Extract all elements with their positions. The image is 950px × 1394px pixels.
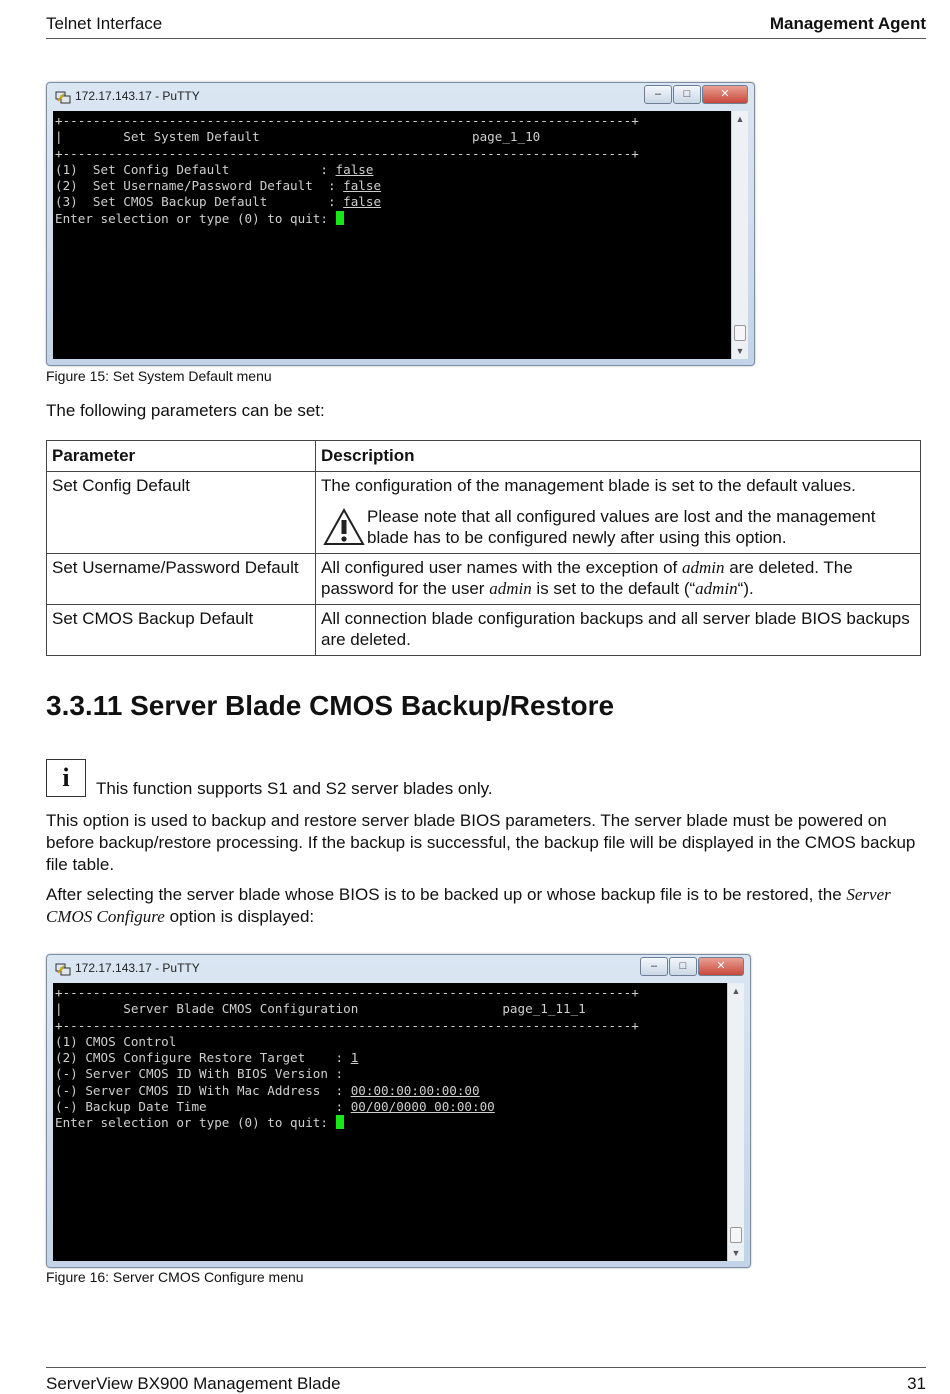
paragraph-text: After selecting the server blade whose BIOS is to be backed up or whose backup file is to be restored, the (46, 885, 847, 904)
terminal-line: +---------------------------------------------------------------------------+ (55, 145, 639, 161)
warning-text: Please note that all configured values are lost and the management blade has to be configured newly after using this option. (367, 507, 876, 547)
terminal-menu-title: | Server Blade CMOS Configuration page_1_11_1 (55, 1001, 586, 1017)
description-cell (316, 554, 921, 605)
menu-item-value: false (343, 194, 382, 210)
intro-paragraph: The following parameters can be set: (46, 401, 325, 420)
scroll-down-icon[interactable]: ▼ (731, 1248, 741, 1258)
menu-item-label: (-) Backup Date Time : (55, 1099, 351, 1115)
param-cell: Set Username/Password Default (47, 554, 316, 605)
vertical-scrollbar[interactable] (727, 983, 744, 1261)
terminal-menu-title: | Set System Default page_1_10 (55, 129, 541, 145)
footer-divider (46, 1367, 926, 1368)
putty-window-set-system-default[interactable] (46, 82, 755, 366)
table-row (47, 554, 921, 605)
terminal-line: +---------------------------------------------------------------------------+ (55, 1017, 639, 1033)
warning-triangle-icon (321, 506, 367, 548)
figure-16-caption: Figure 16: Server CMOS Configure menu (46, 1269, 304, 1285)
terminal-menu-item (55, 162, 732, 178)
terminal-menu-item (55, 194, 732, 210)
column-header-description: Description (316, 441, 921, 472)
scroll-up-icon[interactable]: ▲ (735, 114, 745, 124)
warning-note (321, 506, 915, 548)
header-left-title: Telnet Interface (46, 14, 163, 33)
info-note: This function supports S1 and S2 server blades only. (96, 779, 493, 798)
terminal-line: +---------------------------------------------------------------------------+ (55, 985, 639, 1000)
table-row (47, 605, 921, 656)
putty-icon (55, 961, 71, 977)
description-cell: All connection blade configuration backups and all server blade BIOS backups are deleted. (316, 605, 921, 656)
menu-item-value: false (343, 178, 382, 194)
menu-item-value: 1 (350, 1050, 359, 1066)
param-cell: Set CMOS Backup Default (47, 605, 316, 656)
description-text: is set to the default (“ (531, 579, 696, 598)
footer-product-name: ServerView BX900 Management Blade (46, 1374, 341, 1393)
maximize-button[interactable]: □ (673, 85, 701, 104)
parameters-table (46, 440, 921, 656)
terminal-menu-item (55, 1050, 728, 1066)
menu-item-label: (2) Set Username/Password Default : (55, 178, 344, 194)
column-header-parameter: Parameter (47, 441, 316, 472)
info-icon: i (46, 759, 86, 797)
window-titlebar[interactable] (47, 83, 754, 111)
figure-15-caption: Figure 15: Set System Default menu (46, 368, 272, 384)
terminal-prompt (55, 1115, 728, 1131)
description-text: are deleted. The password for the user (321, 558, 853, 598)
terminal-menu-item (55, 1099, 728, 1115)
close-button[interactable]: ✕ (702, 85, 748, 104)
description-text: “). (737, 579, 754, 598)
menu-item-label: (2) CMOS Configure Restore Target : (55, 1050, 351, 1066)
window-title: 172.17.143.17 - PuTTY (75, 89, 200, 103)
section-heading: 3.3.11 Server Blade CMOS Backup/Restore (46, 690, 615, 721)
menu-item-label: (-) Server CMOS ID With BIOS Version : (55, 1066, 351, 1082)
close-button[interactable]: ✕ (698, 957, 744, 976)
cursor-block (336, 211, 344, 225)
prompt-text: Enter selection or type (0) to quit: (55, 1115, 336, 1131)
description-cell (316, 472, 921, 554)
description-text: All configured user names with the exception of (321, 558, 682, 577)
scroll-thumb[interactable] (734, 325, 746, 341)
terminal-screen[interactable] (53, 111, 732, 359)
window-title: 172.17.143.17 - PuTTY (75, 961, 200, 975)
scroll-thumb[interactable] (730, 1227, 742, 1243)
table-header-row (47, 441, 921, 472)
prompt-text: Enter selection or type (0) to quit: (55, 210, 336, 226)
description-text: The configuration of the management blade is set to the default values. (321, 476, 856, 495)
param-cell: Set Config Default (47, 472, 316, 554)
menu-item-value: 00:00:00:00:00:00 (350, 1082, 480, 1098)
minimize-button[interactable]: – (640, 957, 668, 976)
putty-icon (55, 89, 71, 105)
terminal-line: +---------------------------------------------------------------------------+ (55, 113, 639, 128)
window-titlebar[interactable] (47, 955, 750, 983)
menu-item-label: (1) Set Config Default : (55, 161, 336, 177)
section-paragraph-1: This option is used to backup and restore server blade BIOS parameters. The server blade must be powered on before backup/restore processing. If the backup is successful, the backup file will be displayed in the CMOS backup file table. (46, 811, 916, 874)
paragraph-text: option is displayed: (164, 907, 315, 926)
option-name: Server CMOS Configure (46, 885, 891, 926)
menu-item-label: (3) Set CMOS Backup Default : (55, 194, 344, 210)
header-right-title: Management Agent (769, 14, 926, 33)
section-paragraph-2 (46, 884, 926, 928)
terminal-prompt (55, 211, 732, 227)
menu-item-label: (-) Server CMOS ID With Mac Address : (55, 1082, 351, 1098)
terminal-screen[interactable] (53, 983, 728, 1261)
username-admin: admin (681, 558, 725, 577)
vertical-scrollbar[interactable] (731, 111, 748, 359)
terminal-menu-item (55, 1083, 728, 1099)
scroll-up-icon[interactable]: ▲ (731, 986, 741, 996)
terminal-menu-item (55, 1066, 728, 1082)
username-admin: admin (489, 579, 532, 598)
minimize-button[interactable]: – (644, 85, 672, 104)
terminal-menu-item (55, 178, 732, 194)
menu-item-value: false (335, 161, 374, 177)
putty-window-server-cmos-configure[interactable] (46, 954, 751, 1268)
page-number: 31 (907, 1374, 926, 1393)
password-admin: admin (695, 579, 738, 598)
cursor-block (336, 1115, 344, 1129)
header-divider (46, 38, 926, 39)
menu-item-value: 00/00/0000 00:00:00 (350, 1099, 495, 1115)
scroll-down-icon[interactable]: ▼ (735, 346, 745, 356)
maximize-button[interactable]: □ (669, 957, 697, 976)
terminal-menu-item: (1) CMOS Control (55, 1033, 177, 1049)
table-row (47, 472, 921, 554)
